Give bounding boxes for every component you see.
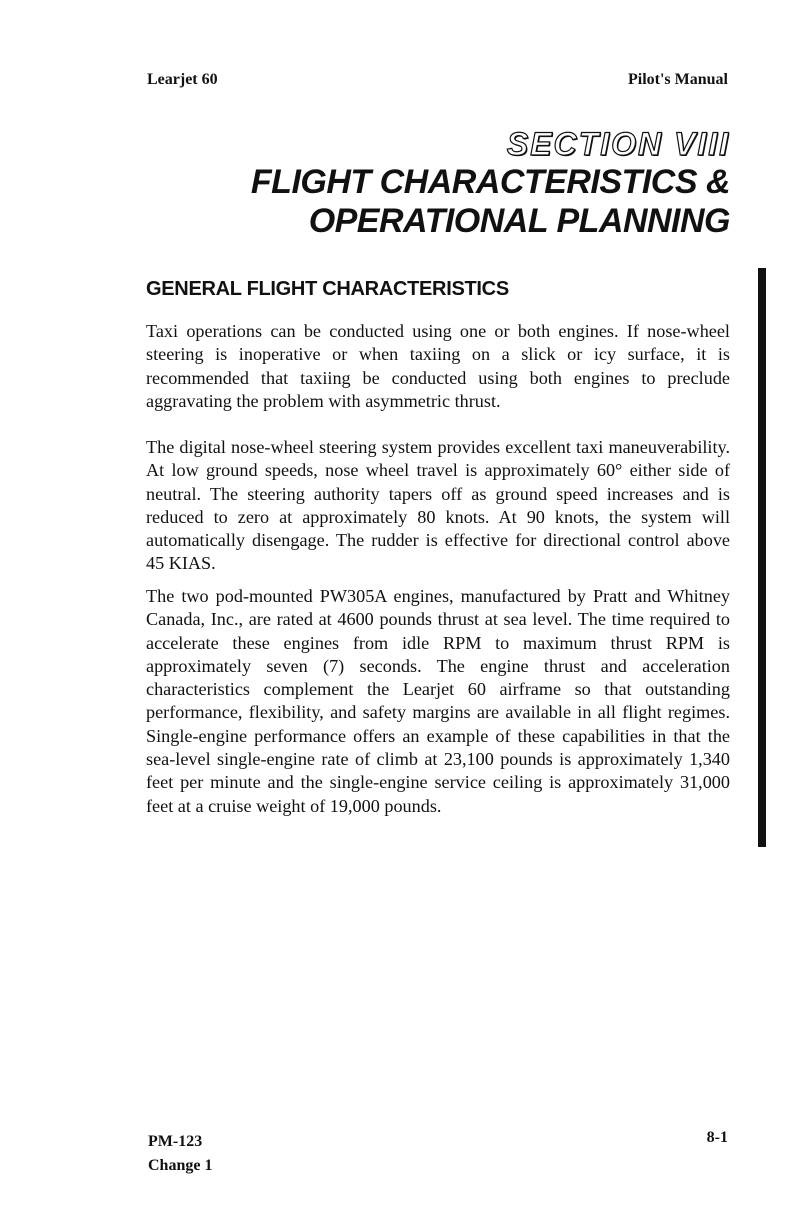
footer-doc-number: PM-123 xyxy=(148,1133,203,1150)
section-label: SECTION VIII xyxy=(506,126,730,162)
footer-left xyxy=(148,1130,212,1178)
subsection-heading: GENERAL FLIGHT CHARACTERISTICS xyxy=(146,278,509,300)
paragraph-nose-wheel-steering: The digital nose-wheel steering system provides excellent taxi maneuverability. At low ground speeds, nose wheel travel is approximately 60° either side of neutral. The steering authority tapers off as ground speed increases and is reduced to zero at approximately 80 knots. At 90 knots, the system will automatically disengage. The rudder is effective for directional control above 45 KIAS. xyxy=(146,437,730,574)
header-aircraft: Learjet 60 xyxy=(147,71,218,88)
paragraph-engines: The two pod-mounted PW305A engines, manufactured by Pratt and Whitney Canada, Inc., are rated at 4600 pounds thrust at sea level. The time required to accelerate these engines from idle RPM to maximum thrust RPM is approximately seven (7) seconds. The engine thrust and acceleration characteristics complement the Learjet 60 airframe so that outstanding performance, flexibility, and safety margins are available in all flight regimes. Single-engine performance offers an example of these capabilities in that the sea-level single-engine rate of climb at 23,100 pounds is approximately 1,340 feet per minute and the single-engine service ceiling is approximately 31,000 feet at a cruise weight of 19,000 pounds. xyxy=(146,586,730,816)
paragraph-taxi-operations: Taxi operations can be conducted using one or both engines. If nose-wheel steering is inoperative or when taxiing on a slick or icy surface, it is recommended that taxiing be conducted using both engines to preclude aggravating the problem with asymmetric thrust. xyxy=(146,321,730,411)
footer-page-number: 8-1 xyxy=(706,1129,728,1146)
revision-change-bar xyxy=(758,268,766,847)
header-manual-title: Pilot's Manual xyxy=(627,71,728,88)
footer-change: Change 1 xyxy=(148,1157,213,1174)
section-title-line1: FLIGHT CHARACTERISTICS & xyxy=(250,163,730,201)
section-title-line2: OPERATIONAL PLANNING xyxy=(308,202,730,240)
